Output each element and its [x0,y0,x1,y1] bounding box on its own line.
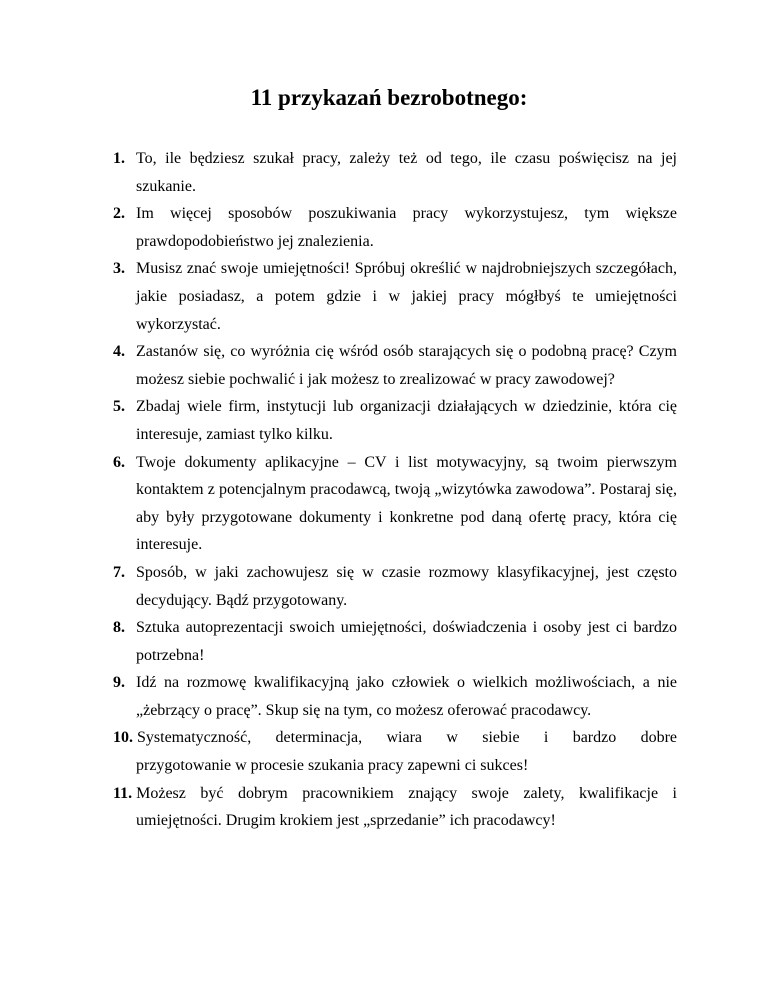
item-first-line [113,780,677,808]
document-title: 11 przykazań bezrobotnego: [250,85,528,110]
commandments-list [113,145,677,835]
list-item [113,614,677,669]
item-number: 11. [113,784,133,802]
list-item [113,393,677,448]
item-text-continuation: przygotowanie w procesie szukania pracy zapewni ci sukces! [136,757,529,775]
item-number: 7. [113,563,125,581]
list-item [113,559,677,614]
item-number: 2. [113,205,125,223]
item-text-continuation: umiejętności. Drugim krokiem jest „sprzedanie” ich pracodawcy! [136,812,556,830]
list-item [113,669,677,724]
item-number: 4. [113,343,125,361]
item-text: Zastanów się, co wyróżnia cię wśród osób starających się o podobną pracę? Czym możesz siebie pochwalić i jak możesz to zrealizować w pracy zawodowej? [136,343,677,388]
item-text: Idź na rozmowę kwalifikacyjną jako człowiek o wielkich możliwościach, a nie „żebrzący o pracę”. Skup się na tym, co możesz oferować pracodawcy. [136,674,677,719]
list-item [113,724,677,779]
item-text: Zbadaj wiele firm, instytucji lub organizacji działających w dziedzinie, która cię interesuje, zamiast tylko kilku. [136,398,677,443]
item-text: To, ile będziesz szukał pracy, zależy też od tego, ile czasu poświęcisz na jej szukanie. [136,150,677,195]
item-text: Musisz znać swoje umiejętności! Spróbuj określić w najdrobniejszych szczegółach, jakie posiadasz, a potem gdzie i w jakiej pracy mógłbyś te umiejętności wykorzystać. [136,260,677,333]
list-item [113,780,677,835]
item-number: 8. [113,619,125,637]
item-text: Twoje dokumenty aplikacyjne – CV i list motywacyjny, są twoim pierwszym kontaktem z potencjalnym pracodawcą, twoją „wizytówka zawodowa”. Postaraj się, aby były przygotowane dokumenty i konkretne pod daną ofertę pracy, która cię interesuje. [136,453,677,554]
item-text: Systematyczność, determinacja, wiara w siebie i bardzo dobre [137,729,677,747]
list-item [113,338,677,393]
item-text: Sposób, w jaki zachowujesz się w czasie rozmowy klasyfikacyjnej, jest często decydujący. Bądź przygotowany. [136,563,677,609]
item-number: 10. [113,729,133,747]
list-item [113,200,677,255]
item-first-line [113,724,677,752]
list-item [113,255,677,338]
list-item [113,449,677,559]
item-number: 9. [113,674,125,692]
item-text: Sztuka autoprezentacji swoich umiejętności, doświadczenia i osoby jest ci bardzo potrzebna! [136,619,677,664]
item-number: 6. [113,453,125,471]
item-text: Im więcej sposobów poszukiwania pracy wykorzystujesz, tym większe prawdopodobieństwo jej znalezienia. [136,205,677,250]
item-number: 5. [113,398,125,416]
item-number: 3. [113,260,125,278]
list-item [113,145,677,200]
item-number: 1. [113,150,125,167]
item-text: Możesz być dobrym pracownikiem znający swoje zalety, kwalifikacje i [136,784,677,802]
